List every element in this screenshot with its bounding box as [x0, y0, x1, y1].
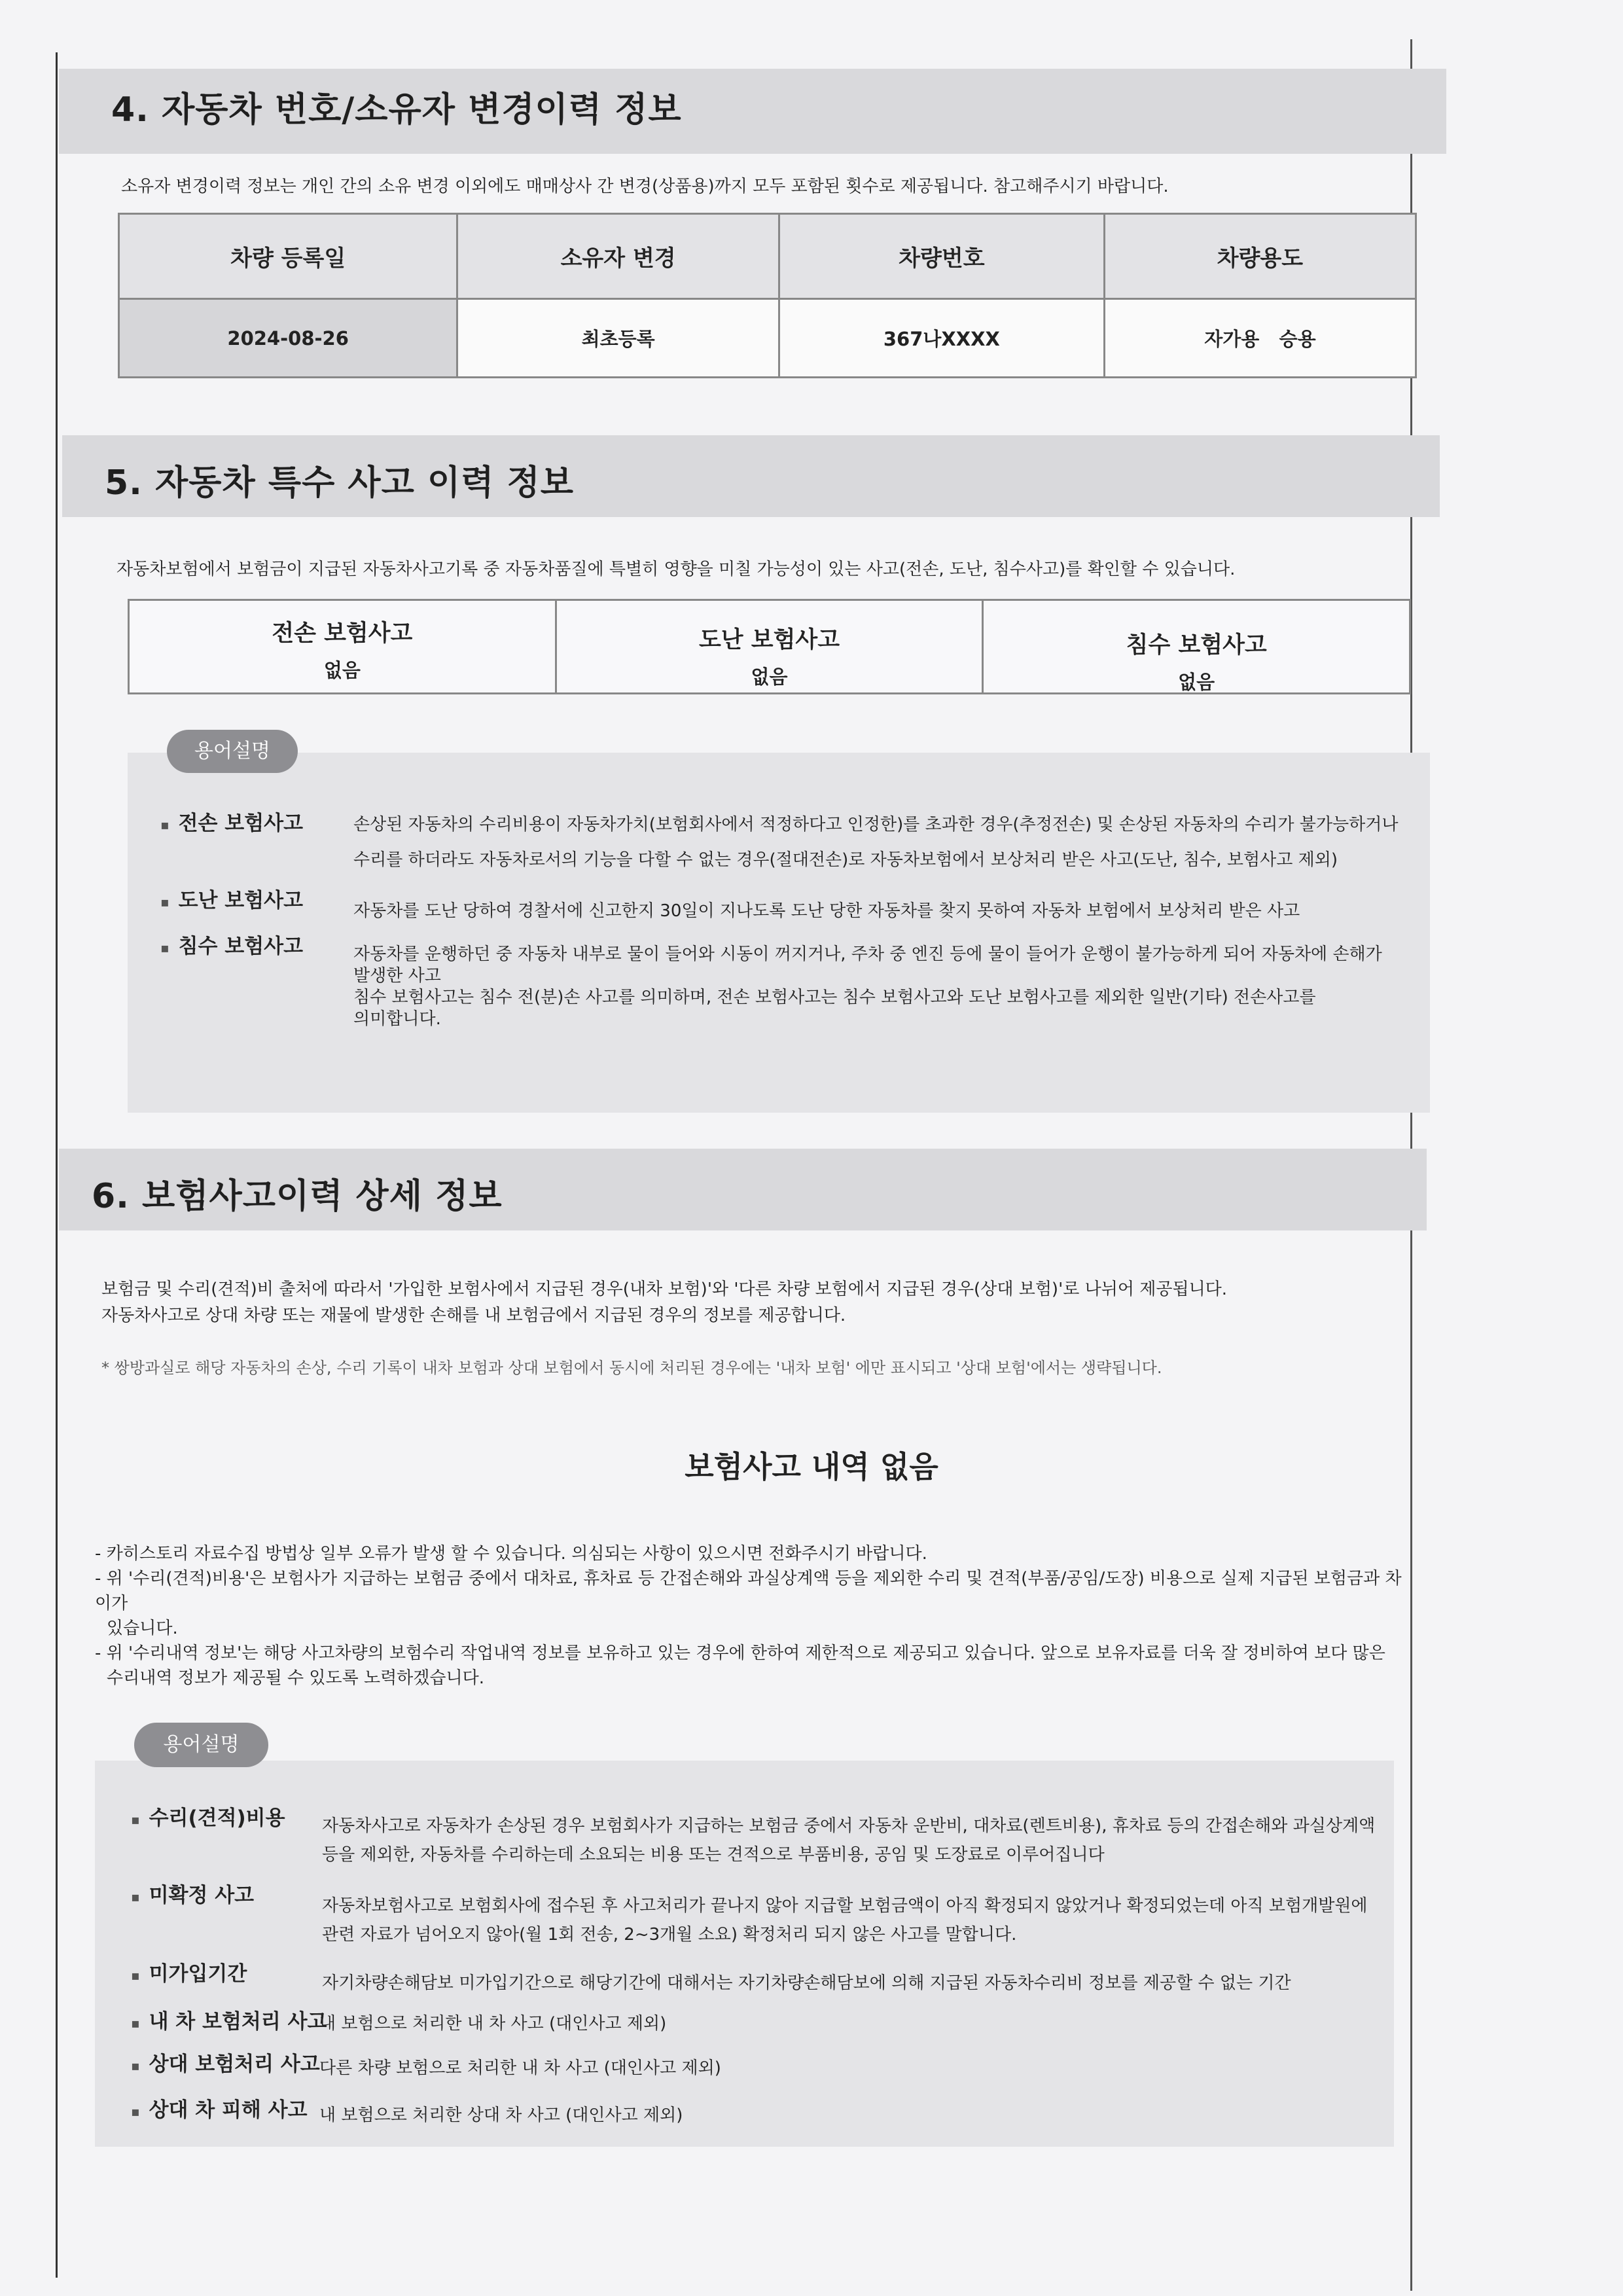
- theft-value: 없음: [751, 666, 788, 688]
- gloss-term-unconfirmed: ▪ 미확정 사고: [131, 1878, 254, 1908]
- section5-title: 5. 자동차 특수 사고 이력 정보: [105, 463, 575, 503]
- section6-note1: 보험금 및 수리(견적)비 출처에 따라서 '가입한 보험사에서 지급된 경우(내차 보험)'와 '다른 차량 보험에서 지급된 경우(상대 보험)'로 나뉘어 제공됩니다.: [101, 1280, 1228, 1299]
- left-border-line: [56, 52, 58, 2278]
- total-loss-cell: [130, 601, 557, 692]
- gloss-desc-other-insurance: [319, 2055, 721, 2081]
- section5-glossary-pill: 용어설명: [167, 730, 298, 773]
- cell-registration-date: 2024-08-26: [119, 299, 457, 378]
- header-vehicle-use: 차량용도: [1104, 214, 1416, 299]
- header-registration-date: 차량 등록일: [119, 214, 457, 299]
- gloss-desc-line: 수리를 하더라도 자동차로서의 기능을 다할 수 없는 경우(절대전손)로 자동차보험에서 보상처리 받은 사고(도난, 침수, 보험사고 제외): [353, 850, 1338, 870]
- cell-owner-change: 최초등록: [457, 299, 779, 378]
- gloss-desc-theft: [353, 898, 1300, 924]
- list-item: 수리내역 정보가 제공될 수 있도록 노력하겠습니다.: [107, 1668, 485, 1688]
- no-accident-title: 보험사고 내역 없음: [685, 1449, 938, 1484]
- theft-label: 도난 보험사고: [698, 627, 840, 653]
- list-item: - 위 '수리(견적)비용'은 보험사가 지급하는 보험금 중에서 대차료, 휴차료 등 간접손해와 과실상계액 등을 제외한 수리 및 견적(부품/공임/도장) 비용으로 실제 지급된 보험금과 차이가: [95, 1569, 1402, 1613]
- gloss-desc-unconfirmed: [322, 1892, 1368, 1949]
- gloss-desc-line: 자동차를 도난 당하여 경찰서에 신고한지 30일이 지나도록 도난 당한 자동차를 찾지 못하여 자동차 보험에서 보상처리 받은 사고: [353, 901, 1300, 921]
- gloss-desc-line: 등을 제외한, 자동차를 수리하는데 소요되는 비용 또는 견적으로 부품비용, 공임 및 도장료로 이루어집니다: [322, 1845, 1105, 1865]
- section4-title: 4. 자동차 번호/소유자 변경이력 정보: [111, 90, 682, 130]
- gloss-desc-line: 내 보험으로 처리한 상대 차 사고 (대인사고 제외): [319, 2106, 683, 2125]
- flood-label: 침수 보험사고: [1126, 632, 1267, 658]
- gloss-desc-flood: [353, 944, 1382, 1030]
- table-header-row: [119, 214, 1416, 299]
- section5-glossary-bg: [128, 753, 1430, 1113]
- header-plate-number: 차량번호: [779, 214, 1104, 299]
- section4-note: 소유자 변경이력 정보는 개인 간의 소유 변경 이외에도 매매상사 간 변경(상품용)까지 모두 포함된 횟수로 제공됩니다. 참고해주시기 바랍니다.: [121, 177, 1169, 196]
- list-item: - 위 '수리내역 정보'는 해당 사고차량의 보험수리 작업내역 정보를 보유하고 있는 경우에 한하여 제한적으로 제공되고 있습니다. 앞으로 보유자료를 더욱 잘 정비하여 보다 많은: [95, 1643, 1385, 1663]
- section6-title: 6. 보험사고이력 상세 정보: [92, 1177, 503, 1216]
- list-item: 있습니다.: [107, 1619, 178, 1638]
- gloss-desc-repair-cost: [322, 1812, 1375, 1869]
- gloss-desc-line: 내 보험으로 처리한 내 차 사고 (대인사고 제외): [319, 2014, 667, 2034]
- gloss-term-other-damage: ▪ 상대 차 피해 사고: [131, 2093, 308, 2123]
- flood-value: 없음: [1178, 671, 1215, 693]
- cell-plate-number: 367나XXXX: [779, 299, 1104, 378]
- section6-notice-list: [95, 1541, 1404, 1691]
- list-item: - 카히스토리 자료수집 방법상 일부 오류가 발생 할 수 있습니다. 의심되는 사항이 있으시면 전화주시기 바랍니다.: [95, 1544, 927, 1564]
- theft-cell: [557, 601, 984, 692]
- gloss-desc-line: 관련 자료가 넘어오지 않아(월 1회 전송, 2~3개월 소요) 확정처리 되지 않은 사고를 말합니다.: [322, 1925, 1017, 1945]
- total-loss-value: 없음: [323, 659, 361, 681]
- section6-footnote: * 쌍방과실로 해당 자동차의 손상, 수리 기록이 내차 보험과 상대 보험에서 동시에 처리된 경우에는 '내차 보험' 에만 표시되고 '상대 보험'에서는 생략됩니다.: [101, 1359, 1162, 1377]
- gloss-desc-line: 자동차를 운행하던 중 자동차 내부로 물이 들어와 시동이 꺼지거나, 주차 중 엔진 등에 물이 들어가 운행이 불가능하게 되어 자동차에 손해가: [353, 944, 1382, 964]
- section5-note: 자동차보험에서 보험금이 지급된 자동차사고기록 중 자동차품질에 특별히 영향을 미칠 가능성이 있는 사고(전손, 도난, 침수사고)를 확인할 수 있습니다.: [116, 560, 1236, 579]
- gloss-desc-line: 손상된 자동차의 수리비용이 자동차가치(보험회사에서 적정하다고 인정한)를 초과한 경우(추정전손) 및 손상된 자동차의 수리가 불가능하거나: [353, 815, 1399, 834]
- gloss-term-flood: ▪ 침수 보험사고: [160, 929, 303, 959]
- special-accident-box: [128, 599, 1411, 694]
- section5-header: [62, 435, 1440, 517]
- gloss-term-own-insurance: ▪ 내 차 보험처리 사고: [131, 2005, 327, 2034]
- flood-cell: [984, 601, 1409, 692]
- section6-note2: 자동차사고로 상대 차량 또는 재물에 발생한 손해를 내 보험금에서 지급된 경우의 정보를 제공합니다.: [101, 1306, 846, 1325]
- gloss-desc-own-insurance: [319, 2011, 666, 2037]
- section6-glossary-pill: 용어설명: [134, 1723, 268, 1767]
- gloss-desc-line: 침수 보험사고는 침수 전(분)손 사고를 의미하며, 전손 보험사고는 침수 보험사고와 도난 보험사고를 제외한 일반(기타) 전손사고를: [353, 988, 1316, 1007]
- gloss-term-uninsured: ▪ 미가입기간: [131, 1957, 247, 1986]
- header-owner-change: 소유자 변경: [457, 214, 779, 299]
- table-row: [119, 299, 1416, 378]
- owner-history-table: [118, 213, 1417, 378]
- gloss-desc-line: 다른 차량 보험으로 처리한 내 차 사고 (대인사고 제외): [319, 2058, 721, 2078]
- gloss-term-other-insurance: ▪ 상대 보험처리 사고: [131, 2047, 320, 2077]
- gloss-desc-total-loss: [353, 812, 1398, 873]
- section6-header: [59, 1149, 1427, 1230]
- gloss-desc-line: 의미합니다.: [353, 1009, 441, 1029]
- gloss-desc-line: 발생한 사고: [353, 966, 441, 986]
- total-loss-label: 전손 보험사고: [272, 620, 413, 647]
- gloss-desc-line: 자동차보험사고로 보험회사에 접수된 후 사고처리가 끝나지 않아 지급할 보험금액이 아직 확정되지 않았거나 확정되었는데 아직 보험개발원에: [322, 1896, 1368, 1916]
- gloss-desc-line: 자기차량손해담보 미가입기간으로 해당기간에 대해서는 자기차량손해담보에 의해 지급된 자동차수리비 정보를 제공할 수 없는 기간: [322, 1973, 1291, 1993]
- gloss-term-repair-cost: ▪ 수리(견적)비용: [131, 1801, 285, 1831]
- gloss-term-total-loss: ▪ 전손 보험사고: [160, 806, 303, 836]
- section4-header: [59, 69, 1446, 154]
- cell-vehicle-use: 자가용 승용: [1104, 299, 1416, 378]
- gloss-desc-uninsured: [322, 1970, 1291, 1996]
- gloss-desc-line: 자동차사고로 자동차가 손상된 경우 보험회사가 지급하는 보험금 중에서 자동차 운반비, 대차료(렌트비용), 휴차료 등의 간접손해와 과실상계액: [322, 1816, 1376, 1836]
- gloss-term-theft: ▪ 도난 보험사고: [160, 884, 303, 913]
- gloss-desc-other-damage: [319, 2102, 683, 2128]
